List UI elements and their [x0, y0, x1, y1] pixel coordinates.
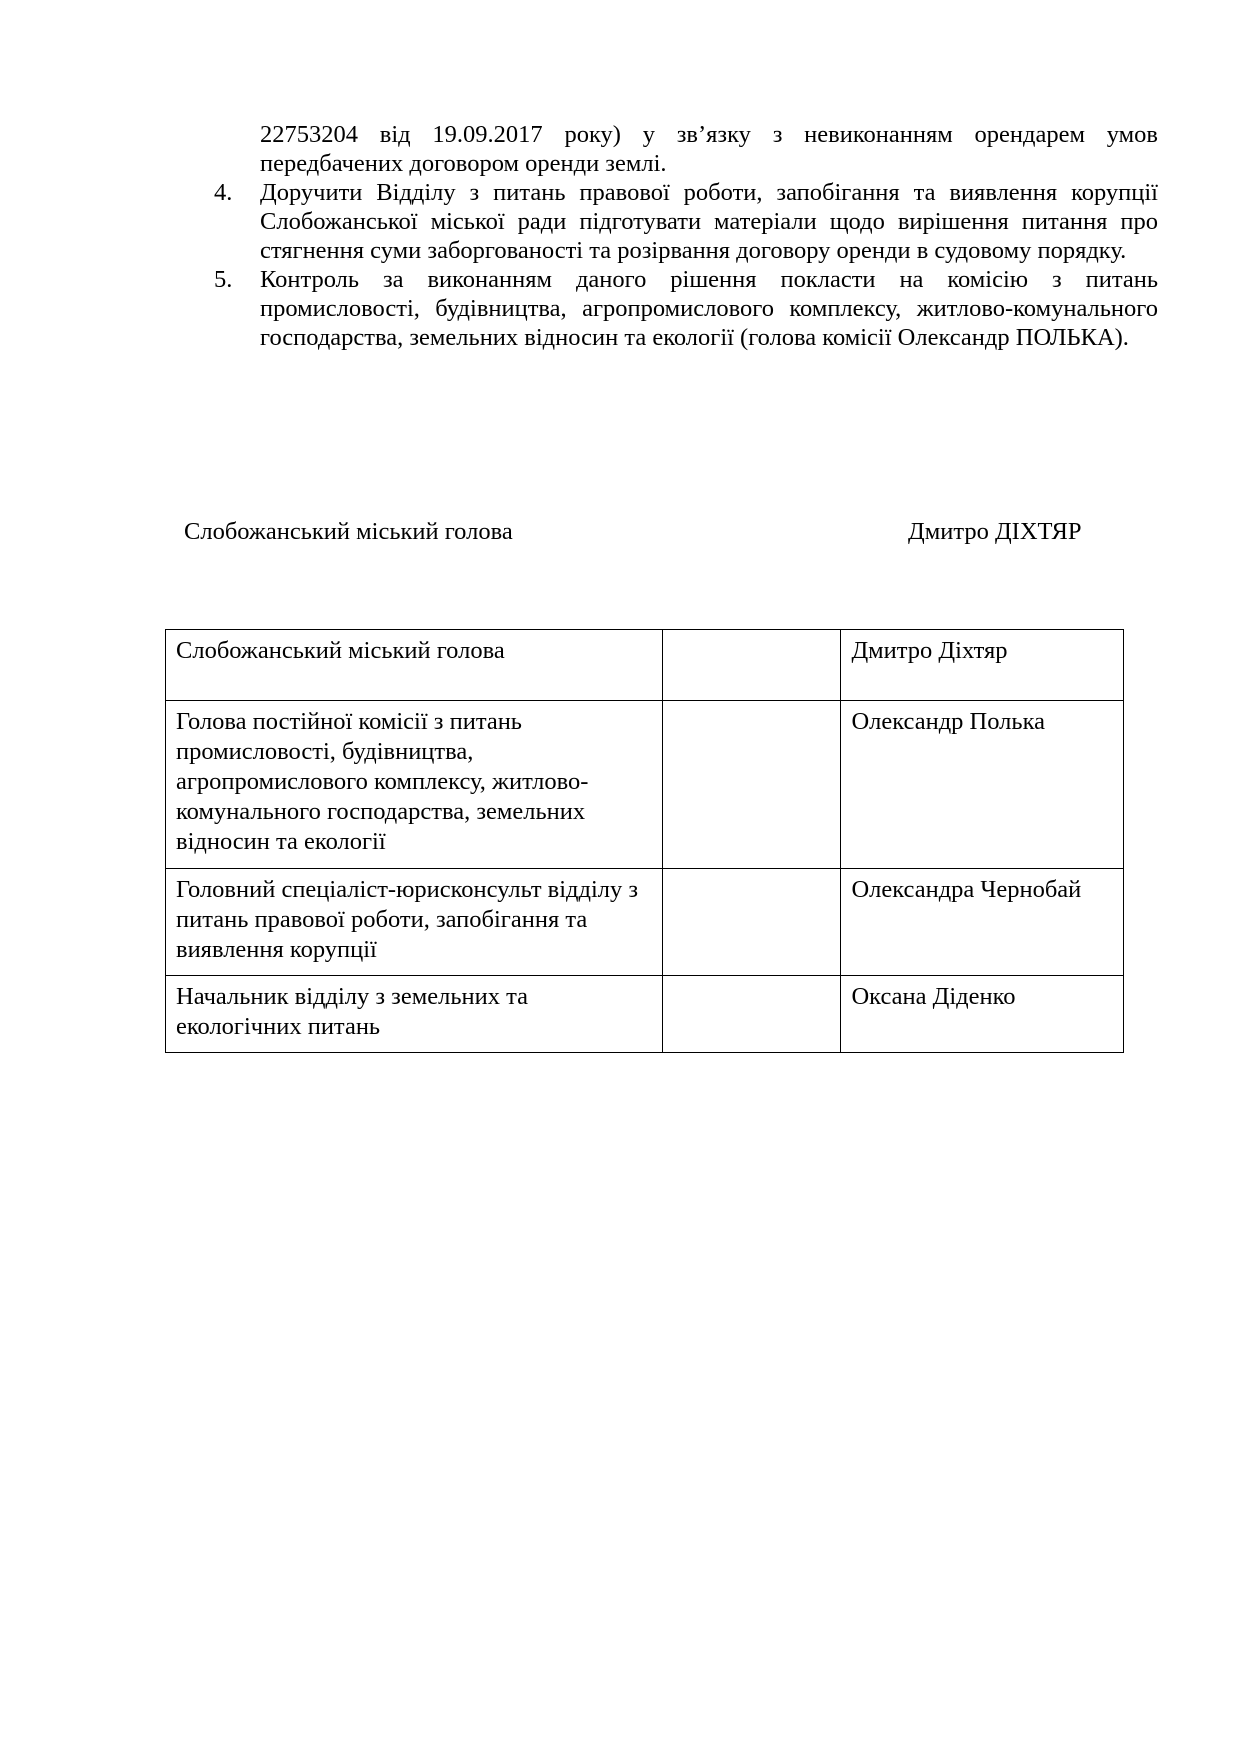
approval-name: Дмитро Діхтяр	[841, 630, 1124, 701]
table-row	[166, 630, 1124, 701]
decision-item-text: Доручити Відділу з питань правової роботи, запобігання та виявлення корупції Слобожанської міської ради підготувати матеріали щодо вирішення питання про стягнення суми заборгованості та розірвання договору оренди в судовому порядку.	[260, 179, 1158, 264]
signature-position: Слобожанський міський голова	[184, 518, 513, 545]
approval-position: Голова постійної комісії з питань промисловості, будівництва, агропромислового комплексу, житлово-комунального господарства, земельних відносин та екології	[166, 701, 663, 869]
approval-position: Слобожанський міський голова	[166, 630, 663, 701]
approval-signature-cell	[663, 869, 841, 976]
table-row	[166, 976, 1124, 1053]
approval-name: Олександра Чернобай	[841, 869, 1124, 976]
signature-name: Дмитро ДІХТЯР	[908, 518, 1082, 545]
decision-item-5	[214, 265, 1158, 352]
approval-table	[165, 629, 1124, 1053]
approval-signature-cell	[663, 630, 841, 701]
decision-item-text: Контроль за виконанням даного рішення покласти на комісію з питань промисловості, будівництва, агропромислового комплексу, житлово-комунального господарства, земельних відносин та екології (голова комісії Олександр ПОЛЬКА).	[260, 266, 1158, 351]
decision-item-number: 4.	[214, 179, 233, 206]
approval-position: Головний спеціаліст-юрисконсульт відділу з питань правової роботи, запобігання та виявлення корупції	[166, 869, 663, 976]
decision-item-3-continuation: 22753204 від 19.09.2017 року) у зв’язку з невиконанням орендарем умов передбачених договором оренди землі.	[260, 121, 1158, 177]
approval-signature-cell	[663, 701, 841, 869]
approval-signature-cell	[663, 976, 841, 1053]
approval-name: Оксана Діденко	[841, 976, 1124, 1053]
approval-name: Олександр Полька	[841, 701, 1124, 869]
table-row	[166, 701, 1124, 869]
table-row	[166, 869, 1124, 976]
decision-item-number: 5.	[214, 266, 233, 293]
approval-position: Начальник відділу з земельних та екологічних питань	[166, 976, 663, 1053]
decision-item-4	[214, 178, 1158, 265]
